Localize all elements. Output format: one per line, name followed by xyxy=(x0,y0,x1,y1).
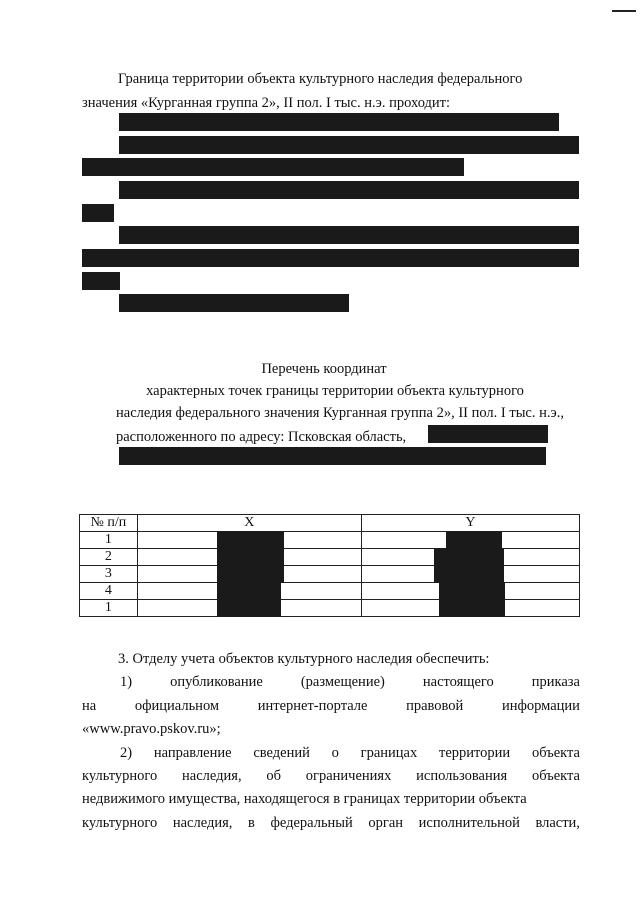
redaction-block xyxy=(428,425,548,443)
header-number: № п/п xyxy=(80,515,138,532)
x-value-redacted xyxy=(137,583,361,600)
list-heading-line-3: наследия федерального значения Курганная группа 2», II пол. I тыс. н.э., xyxy=(116,405,564,421)
list-heading-line-1: Перечень координат xyxy=(261,361,387,377)
item-2-line-4: культурного наследия, в федеральный орган исполнительной власти, xyxy=(82,815,580,831)
redaction-block xyxy=(119,113,559,131)
section-3-title: 3. Отделу учета объектов культурного наследия обеспечить: xyxy=(118,651,490,667)
redaction-block xyxy=(82,158,464,176)
table-row xyxy=(80,549,580,566)
table-header-row xyxy=(80,515,580,532)
row-number: 4 xyxy=(80,583,138,600)
item-2-line-3: недвижимого имущества, находящегося в границах территории объекта xyxy=(82,791,527,807)
y-value-redacted xyxy=(361,532,579,549)
item-2-line-1: 2) направление сведений о границах территории объекта xyxy=(120,745,580,761)
row-number: 2 xyxy=(80,549,138,566)
row-number: 1 xyxy=(80,532,138,549)
x-value-redacted xyxy=(137,566,361,583)
header-x: X xyxy=(137,515,361,532)
item-1-line-1: 1) опубликование (размещение) настоящего приказа xyxy=(120,674,580,690)
redaction-block xyxy=(82,204,114,222)
redaction-block xyxy=(82,249,579,267)
table-row xyxy=(80,566,580,583)
intro-line-1: Граница территории объекта культурного наследия федерального xyxy=(118,71,523,87)
header-y: Y xyxy=(361,515,579,532)
coordinates-table xyxy=(79,514,580,617)
redaction-block xyxy=(82,272,120,290)
x-value-redacted xyxy=(137,600,361,617)
redaction-block xyxy=(119,136,579,154)
table-row xyxy=(80,532,580,549)
row-number: 1 xyxy=(80,600,138,617)
redaction-block xyxy=(119,181,579,199)
y-value-redacted xyxy=(361,583,579,600)
item-2-line-2: культурного наследия, об ограничениях использования объекта xyxy=(82,768,580,784)
redaction-block xyxy=(119,447,546,465)
x-value-redacted xyxy=(137,532,361,549)
x-value-redacted xyxy=(137,549,361,566)
redaction-block xyxy=(119,226,579,244)
y-value-redacted xyxy=(361,566,579,583)
table-row xyxy=(80,600,580,617)
redaction-block xyxy=(119,294,349,312)
list-heading-line-2: характерных точек границы территории объекта культурного xyxy=(146,383,524,399)
item-1-line-2: на официальном интернет-портале правовой информации xyxy=(82,698,580,714)
y-value-redacted xyxy=(361,600,579,617)
page-edge-mark xyxy=(612,10,636,12)
list-heading-line-4: расположенного по адресу: Псковская область, xyxy=(116,429,407,445)
y-value-redacted xyxy=(361,549,579,566)
item-1-line-3: «www.pravo.pskov.ru»; xyxy=(82,721,221,737)
intro-line-2: значения «Курганная группа 2», II пол. I тыс. н.э. проходит: xyxy=(82,95,451,111)
row-number: 3 xyxy=(80,566,138,583)
table-row xyxy=(80,583,580,600)
